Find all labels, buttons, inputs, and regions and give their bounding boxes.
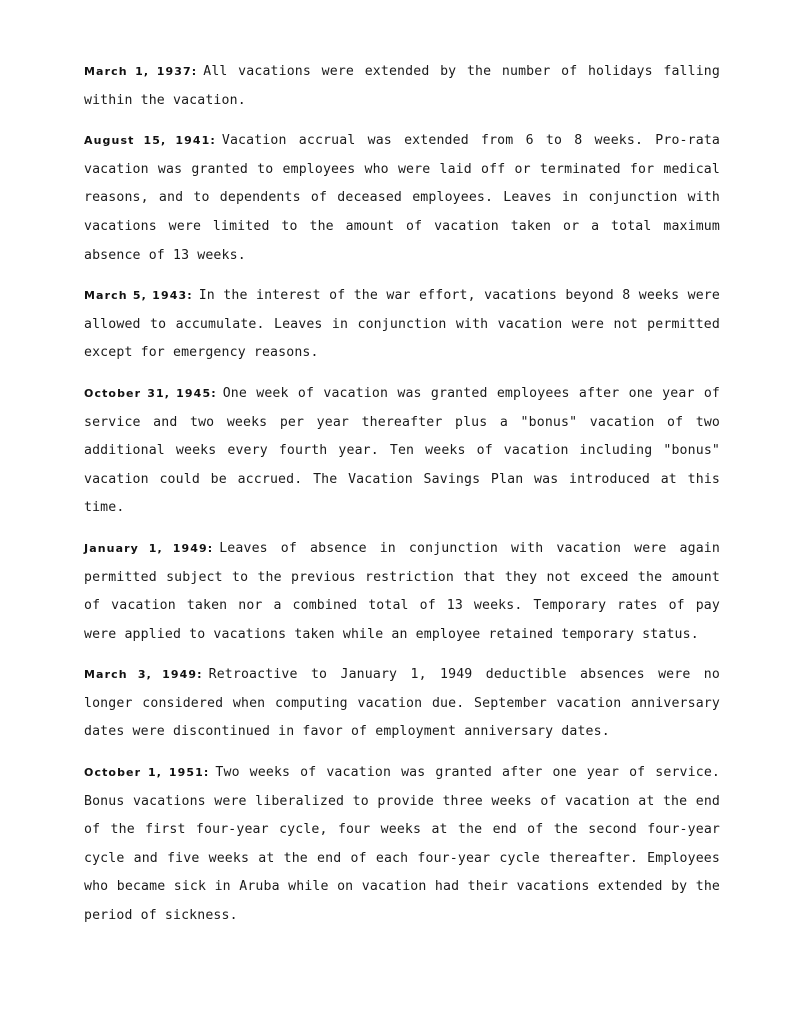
entry-date: March 3, 1949: (84, 668, 203, 682)
entry-text: Leaves of absence in conjunction with vacation were again permitted subject to the previous restriction that they not exceed the amount of vacation taken nor a combined total of 13 weeks. Temporary rates of pay were applied to vacations taken while an employee retained temporary status. (84, 540, 720, 642)
entry-date: October 31, 1945: (84, 386, 217, 400)
history-entry-1945 (84, 380, 720, 523)
document-page (84, 58, 720, 943)
entry-text: In the interest of the war effort, vacations beyond 8 weeks were allowed to accumulate. Leaves in conjunction with vacation were not permitted except for emergency reasons. (84, 288, 720, 361)
history-entry-1941 (84, 127, 720, 270)
history-entry-1937 (84, 58, 720, 115)
entry-date: January 1, 1949: (84, 541, 214, 555)
history-entry-mar-1949 (84, 661, 720, 747)
entry-text: Two weeks of vacation was granted after one year of service. Bonus vacations were liberalized to provide three weeks of vacation at the end of the first four-year cycle, four weeks at the end of the second four-year cycle and five weeks at the end of each four-year cycle thereafter. Employees who became sick in Aruba while on vacation had their vacations extended by the period of sickness. (84, 765, 720, 924)
history-entry-1951 (84, 759, 720, 931)
entry-text: One week of vacation was granted employees after one year of service and two weeks per year thereafter plus a "bonus" vacation of two additional weeks every fourth year. Ten weeks of vacation including "bonus" vacation could be accrued. The Vacation Savings Plan was introduced at this time. (84, 385, 721, 516)
entry-date: March 1, 1937: (84, 65, 198, 78)
entry-text: Retroactive to January 1, 1949 deductible absences were no longer considered when computing vacation due. September vacation anniversary dates were discontinued in favor of employment anniversary dates. (84, 667, 720, 740)
history-entry-1943 (84, 282, 720, 368)
entry-text: All vacations were extended by the number of holidays falling within the vacation. (84, 64, 720, 108)
entry-date: March 5, 1943: (84, 289, 193, 303)
entry-text: Vacation accrual was extended from 6 to 8 weeks. Pro-rata vacation was granted to employees who were laid off or terminated for medical reasons, and to dependents of deceased employees. Leaves in conjunction with vacations were limited to the amount of vacation taken or a total maximum absence of 13 weeks. (84, 133, 720, 263)
entry-date: October 1, 1951: (84, 766, 210, 780)
entry-date: August 15, 1941: (84, 134, 216, 148)
history-entry-jan-1949 (84, 535, 720, 649)
